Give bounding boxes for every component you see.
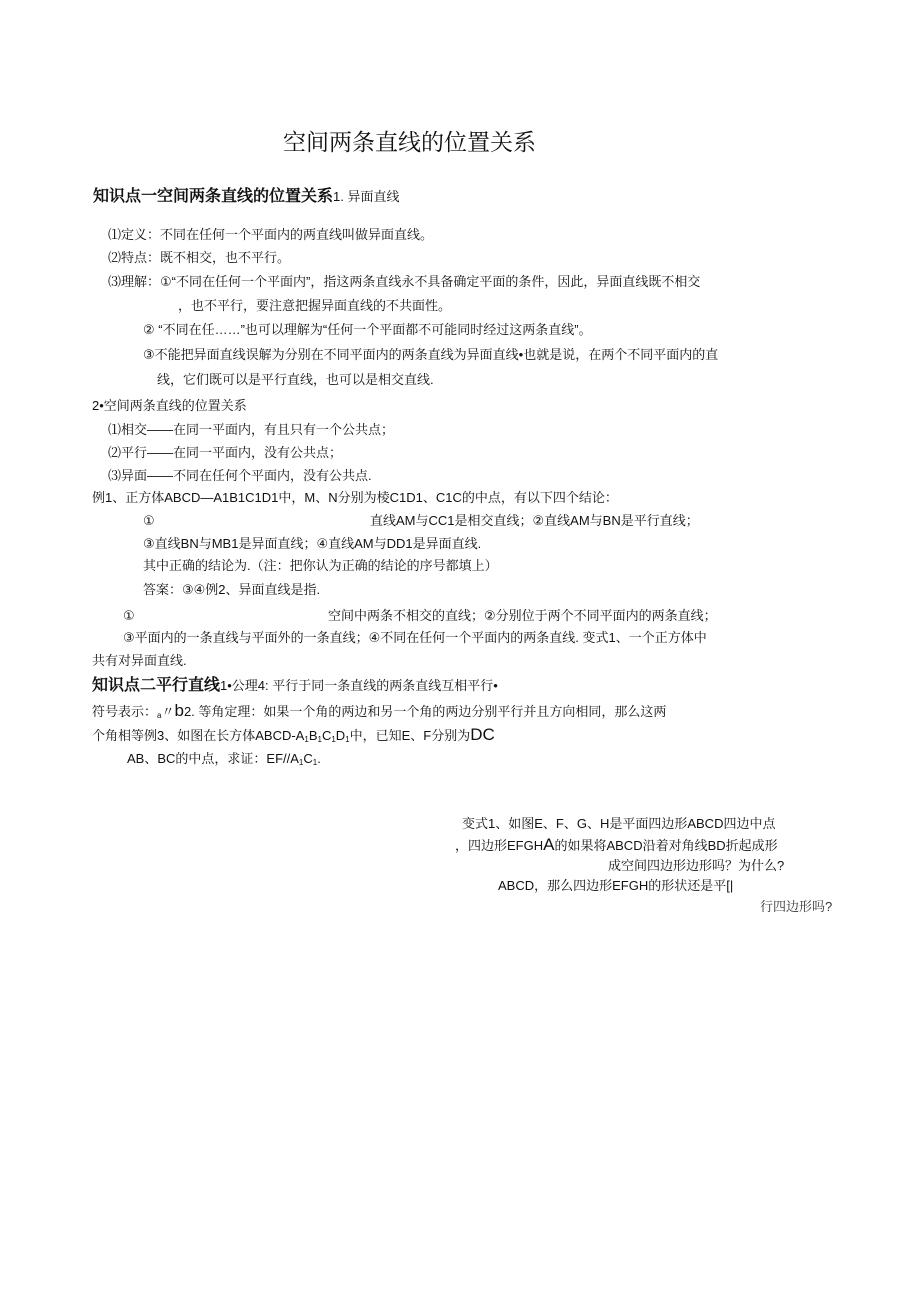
text: B [308,728,318,743]
variant-line4: ABCD，那么四边形EFGH的形状还是平[| [498,878,734,893]
symbol-b: b [174,701,184,720]
example3-prove [127,751,321,771]
variant-line3: 成空间四边形边形吗？为什么? [608,858,785,873]
section1-heading [93,187,399,207]
subscript: 1 [312,758,318,767]
axiom4: 1•公理4: 平行于同一条直线的两条直线互相平行• [220,678,498,693]
symbol-a: a [157,711,162,720]
subscript: 1 [331,735,336,744]
subscript: 1 [304,735,309,744]
page-title: 空间两条直线的位置关系 [283,129,536,155]
section1-heading-text: 知识点一空间两条直线的位置关系 [93,188,334,205]
example2-mark: ① [123,608,135,623]
feature: ⑵特点：既不相交，也不平行。 [108,250,291,265]
text: . [317,751,321,766]
example1-line1: 直线AM与CC1是相交直线；②直线AM与BN是平行直线； [370,513,699,528]
text: DC [470,725,495,744]
relation-item: ⑵平行——在同一平面内，没有公共点； [108,445,343,460]
example1-mark: ① [143,513,155,528]
symbol-parallel: 〃 [161,704,175,719]
text: 中，已知E、F分别为 [349,728,471,743]
understanding-1: ⑶理解：①“不同在任何一个平面内”，指这两条直线永不具备确定平面的条件，因此，异面直线既不相交 [108,274,701,289]
example2-line2: ③平面内的一条直线与平面外的一条直线；④不同在任何一个平面内的两条直线. 变式1、一个正方体中 [123,630,707,645]
text: AB、BC的中点，求证：EF//A [127,751,299,766]
section2-heading: 2•空间两条直线的位置关系 [92,398,247,413]
text: 的如果将ABCD沿着对角线BD折起成形 [554,838,778,853]
understanding-2: ② “不同在任……”也可以理解为“任何一个平面都不可能同时经过这两条直线”。 [143,322,592,337]
understanding-1-cont: ，也不平行，要注意把握异面直线的不共面性。 [178,298,452,313]
text: 个角相等例3、如图在长方体ABCD-A [92,728,305,743]
variant-line1: 变式1、如图E、F、G、H是平面四边形ABCD四边中点 [462,816,776,831]
text: C [321,728,332,743]
section3-heading [92,676,498,696]
example1-line2: ③直线BN与MB1是异面直线；④直线AM与DD1是异面直线. [143,536,482,551]
example1-answer: 答案：③④例2、异面直线是指. [143,582,321,597]
subscript: 1 [345,735,350,744]
text: C [303,751,313,766]
section3-heading-text: 知识点二平行直线 [92,677,221,694]
text: ，四边形EFGH [455,838,544,853]
understanding-3-cont: 线，它们既可以是平行直线，也可以是相交直线. [157,372,434,387]
example2-line1: 空间中两条不相交的直线；②分别位于两个不同平面内的两条直线； [328,608,717,623]
text: A [543,835,555,854]
symbol-line [92,703,666,724]
text: D [335,728,346,743]
variant-overlap: 行四边形吗? [760,899,833,914]
relation-item: ⑴相交——在同一平面内，有且只有一个公共点； [108,422,395,437]
symbol-prefix: 符号表示： [92,704,158,719]
definition: ⑴定义：不同在任何一个平面内的两直线叫做异面直线。 [108,227,434,242]
variant-line2 [455,837,778,854]
subscript: 1 [298,758,304,767]
example3-line [92,727,495,748]
understanding-3: ③不能把异面直线误解为分别在不同平面内的两条直线为异面直线•也就是说，在两个不同平面内的直 [143,347,719,362]
section1-subheading: 1. 异面直线 [333,189,400,204]
relation-item: ⑶异面——不同在任何个平面内，没有公共点. [108,468,372,483]
equal-angle-theorem: 2. 等角定理：如果一个角的两边和另一个角的两边分别平行并且方向相同，那么这两 [183,704,667,719]
example1-line3: 其中正确的结论为.（注：把你认为正确的结论的序号都填上） [143,558,498,573]
example2-line3: 共有对异面直线. [92,653,187,668]
example1-stem: 例1、正方体ABCD—A1B1C1D1中，M、N分别为棱C1D1、C1C的中点，有以下四个结论： [92,490,618,505]
subscript: 1 [317,735,322,744]
